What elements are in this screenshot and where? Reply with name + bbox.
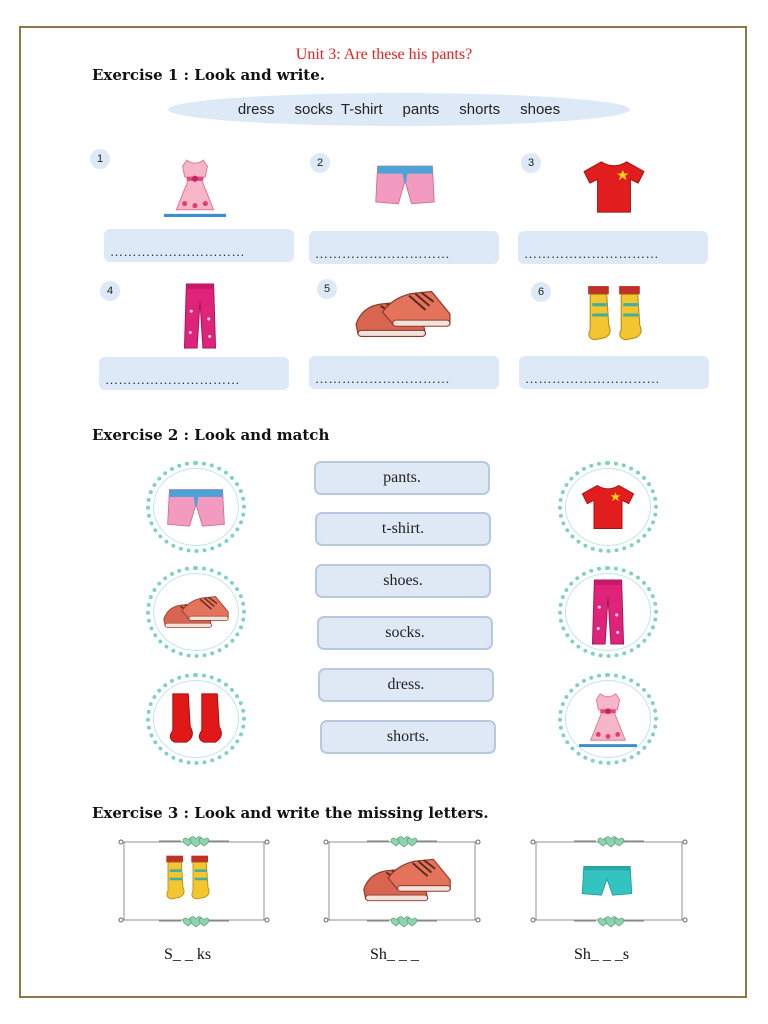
shoes-icon — [360, 851, 454, 909]
word-bank-item: pants — [402, 101, 440, 118]
word-bank-item: socks — [294, 101, 333, 118]
exercise1-heading: Exercise 1 : Look and write. — [92, 66, 325, 84]
answer-field-2[interactable]: ………………………… — [309, 231, 499, 264]
shorts-icon — [579, 860, 635, 900]
tshirt-icon — [580, 158, 648, 216]
match-picture-left-1[interactable] — [146, 461, 246, 553]
word-bank — [168, 93, 630, 126]
exercise2-heading: Exercise 2 : Look and match — [92, 426, 330, 444]
answer-field-4[interactable]: ………………………… — [99, 357, 289, 390]
item-number: 4 — [100, 281, 120, 301]
socks-icon — [583, 284, 647, 346]
page-title: Unit 3: Are these his pants? — [295, 46, 473, 63]
shorts-icon — [372, 158, 438, 210]
missing-letters-3[interactable]: Sh_ _ _s — [574, 946, 630, 963]
match-word-4[interactable]: socks. — [317, 616, 493, 650]
shoes-icon — [352, 283, 454, 345]
match-picture-right-2[interactable] — [558, 566, 658, 658]
match-picture-right-1[interactable] — [558, 461, 658, 553]
word-bank-item: T-shirt — [340, 101, 383, 118]
word-bank-item: shoes — [520, 101, 561, 118]
match-word-5[interactable]: dress. — [318, 668, 494, 702]
socks-icon — [164, 690, 228, 748]
dress-icon — [578, 690, 638, 748]
pants-icon — [588, 578, 628, 646]
word-bank-item: shorts — [459, 101, 501, 118]
exercise3-heading: Exercise 3 : Look and write the missing letters. — [92, 804, 489, 822]
answer-field-3[interactable]: ………………………… — [518, 231, 708, 264]
shorts-icon — [164, 483, 228, 531]
shoes-icon — [161, 590, 231, 634]
answer-field-1[interactable]: ………………………… — [104, 229, 294, 262]
missing-letters-1[interactable]: S_ _ ks — [164, 946, 212, 963]
match-word-2[interactable]: t-shirt. — [315, 512, 491, 546]
tshirt-icon — [579, 482, 637, 532]
pants-icon — [180, 282, 220, 350]
dress-icon — [163, 156, 227, 218]
item-number: 6 — [531, 282, 551, 302]
match-picture-right-3[interactable] — [558, 673, 658, 765]
item-number: 3 — [521, 153, 541, 173]
answer-field-5[interactable]: ………………………… — [309, 356, 499, 389]
answer-field-6[interactable]: ………………………… — [519, 356, 709, 389]
item-number: 5 — [317, 279, 337, 299]
match-word-1[interactable]: pants. — [314, 461, 490, 495]
word-bank-item: dress — [237, 101, 275, 118]
item-number: 2 — [310, 153, 330, 173]
missing-letters-2[interactable]: Sh_ _ _ — [370, 946, 419, 963]
item-number: 1 — [90, 149, 110, 169]
match-word-3[interactable]: shoes. — [315, 564, 491, 598]
match-word-6[interactable]: shorts. — [320, 720, 496, 754]
match-picture-left-2[interactable] — [146, 566, 246, 658]
socks-icon — [160, 854, 216, 904]
match-picture-left-3[interactable] — [146, 673, 246, 765]
